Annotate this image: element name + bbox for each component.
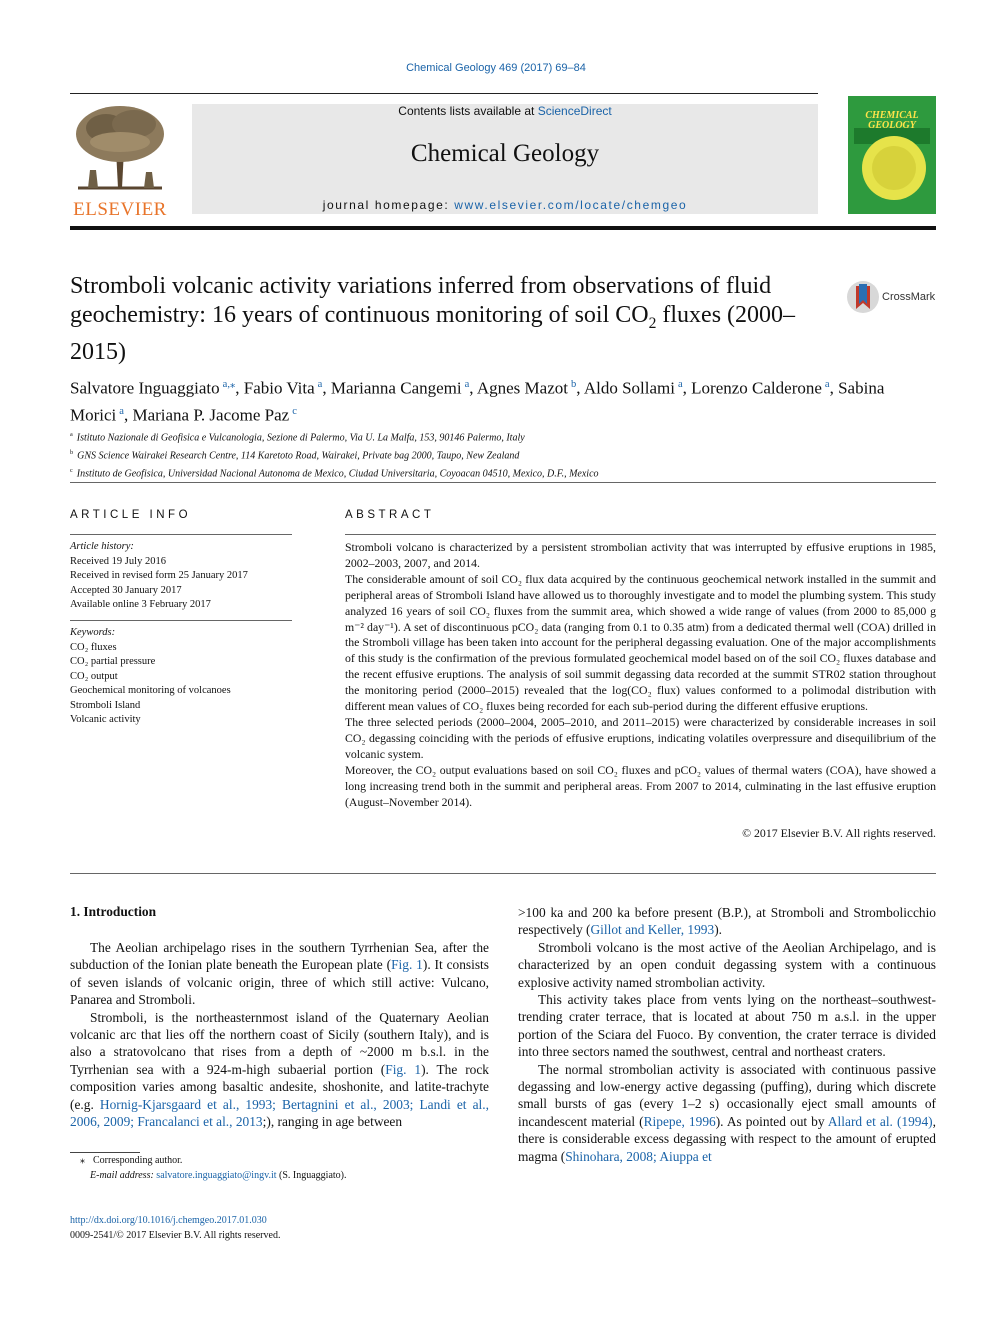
elsevier-tree-icon [68,100,172,192]
sciencedirect-link[interactable]: ScienceDirect [537,104,612,118]
footnote-mark: ⁎ [80,1155,85,1166]
header-thick-rule [70,226,936,230]
contents-prefix: Contents lists available at [398,104,538,118]
text: The normal strombolian activity is associated with continuous passive degassing and low-energy active degassing (puffing), during which discrete small bursts of gas (every 1–2 s) occasionally eject small amounts of incandescent material ( [518,1061,936,1129]
section-heading-introduction: 1. Introduction [70,904,157,919]
title-subscript: 2 [648,314,657,332]
affiliation-text: GNS Science Wairakei Research Centre, 114 Karetoto Road, Wairakei, Private bag 2000, Taupo, New Zealand [77,450,520,462]
affiliation-marker: c [70,466,73,474]
history-item: Accepted 30 January 2017 [70,584,182,596]
body-paragraph: This activity takes place from vents lying on the northeast–southwest-trending crater terrace, that is located at about 750 m a.s.l. in the upper portion of the Sciara del Fuoco. By convention, the crater terrace is divided into three sectors named the southwest, central and northeast craters. [518,992,936,1060]
affiliation-marker: b [70,448,74,456]
footnote-text: Corresponding author. [93,1155,183,1166]
keywords-rule [70,620,292,621]
header-divider [70,93,818,94]
abstract-paragraph: Stromboli volcano is characterized by a persistent strombolian activity that was interrupted by effusive eruptions in 1985, 2002–2003, 2007, and 2014. [345,540,936,570]
affiliation-item [70,464,930,482]
author-separator: , [682,378,692,398]
text: , there is considerable excess degassing with respect to the amount of erupted magma ( [518,1113,937,1164]
author-name[interactable]: Salvatore Inguaggiato [70,378,220,398]
title-part2: fluxes (2000–2015) [70,302,796,365]
author-separator: , [469,378,477,398]
abstract-body [345,540,936,810]
text: ;), ranging in age between [262,1114,403,1130]
journal-cover-thumbnail[interactable] [848,96,936,214]
text: ). As pointed out by [715,1113,828,1129]
reference-link[interactable]: Allard et al. (1994) [827,1113,933,1129]
author-affiliation-marker[interactable]: a [317,379,323,390]
figure-link[interactable]: Fig. 1 [391,957,423,973]
history-label: Article history: [70,541,134,552]
reference-link[interactable]: Hornig-Kjarsgaard et al., 1993; Bertagnini et al., 2003; Landi et al., 2006, 2009; Francalanci et al., 2013 [70,1096,489,1130]
journal-citation[interactable]: Chemical Geology 469 (2017) 69–84 [406,62,586,74]
cover-title-line1: CHEMICAL [865,110,919,121]
text: Stromboli, is the northeasternmost island of the Quaternary Aeolian volcanic arc that lies off the northern coast of Sicily (southern Italy), and is also a stratovolcano that rises from a depth of ~2000 m b.s.l. in the Tyrrhenian sea with a 924-m-high subaerial portion ( [70,1009,489,1077]
homepage-prefix: journal homepage: [322,198,455,212]
email-suffix: (S. Inguaggiato). [276,1169,347,1181]
text: >100 ka and 200 ka before present (B.P.), at Stromboli and Strombolicchio respectively ( [518,905,936,938]
author-name[interactable]: Agnes Mazot [476,378,568,398]
crossmark-label: CrossMark [882,291,936,303]
footnotes [70,1154,490,1183]
email-link[interactable]: salvatore.inguaggiato@ingv.it [156,1169,277,1181]
author-name[interactable]: Sabina Morici [70,378,885,425]
body-paragraph [70,939,489,1009]
affiliation-text: Istituto Nazionale di Geofisica e Vulcanologia, Sezione di Palermo, Via U. La Malfa, 153, 90146 Palermo, Italy [76,432,525,444]
publisher-name: ELSEVIER [73,199,167,220]
text: The Aeolian archipelago rises in the southern Tyrrhenian Sea, after the subduction of the Ionian plate beneath the European plate ( [70,940,489,973]
author-affiliation-marker[interactable]: a [119,405,124,417]
reference-link[interactable]: Gillot and Keller, 1993 [590,922,715,938]
body-column-right [518,904,936,1165]
article-info-heading: ARTICLE INFO [70,509,192,521]
author-separator: , [322,378,331,398]
figure-link[interactable]: Fig. 1 [385,1061,422,1077]
keyword-item: CO₂ output [70,670,118,682]
author-affiliation-marker[interactable]: a [464,379,470,390]
author-affiliation-marker[interactable]: a,⁎ [222,379,236,390]
abstract-rule [345,534,936,535]
affiliations [70,428,930,481]
abstract-copyright: © 2017 Elsevier B.V. All rights reserved. [742,826,936,840]
text: ). It consists of seven islands of volcanic origin, three of which still active: Vulcano, Panarea and Stromboli. [70,957,489,1008]
cover-title-line2: GEOLOGY [868,120,916,131]
text: ). The rock composition varies among basaltic andesite, shoshonite, and latite-trachyte (e.g. [70,1061,489,1112]
body-paragraph [70,1009,489,1131]
article-history [70,540,292,613]
author-affiliation-marker[interactable]: b [570,379,577,390]
body-divider [70,873,936,874]
abstract-paragraph: Moreover, the CO₂ output evaluations based on soil CO₂ fluxes and pCO₂ values of thermal waters (COA), have showed a long increasing trend both in the summit and peripheral areas. From 2007 to 2014, culminating in the last effusive eruption (August–November 2014). [345,762,936,809]
author-name[interactable]: Marianna Cangemi [330,378,462,398]
author-affiliation-marker[interactable]: a [677,379,683,390]
body-paragraph [518,1061,936,1165]
author-separator: , [576,378,584,398]
keyword-item: Stromboli Island [70,699,141,711]
keywords [70,626,292,728]
body-paragraph [518,904,936,939]
abstract-paragraph: The considerable amount of soil CO₂ flux data acquired by the continuous geochemical network installed in the summit and peripheral areas of Stromboli Island have allowed us to thoroughly investigate and to model the plumbing system. This study analyzed 16 years of soil CO₂ fluxes from the summit area, which showed a wide range of values (from 2000 to 85,000 g m⁻² day⁻¹). A set of discontinuous pCO₂ data (ranging from 0.1 to 0.35 atm) from a dedicated thermal well (COA) drilled in the Stromboli village has been taken into account for the peripheral degassing evaluation. One of the major accomplishments of this study is the confirmation of the previous formulated geochemical model based on of the soil CO₂ fluxes database and the recent effusive eruptions. The analysis of soil summit degassing data recorded at the summit STR02 station throughout the monitoring period (2000–2015) revealed that the log(CO₂ flux) values conformed to a polimodal distribution with different mean values of CO₂ fluxes being recorded for each sub-period during the different effusive eruptions. [345,571,936,714]
history-item: Available online 3 February 2017 [70,599,211,610]
author-separator: , [829,378,839,398]
author-name[interactable]: Lorenzo Calderone [691,378,822,398]
article-title [70,272,810,367]
keyword-item: Volcanic activity [70,714,141,725]
author-separator: , [123,405,133,425]
affiliation-item [70,428,930,446]
journal-title: Chemical Geology [410,140,600,167]
doi-block [70,1214,280,1243]
history-item: Received in revised form 25 January 2017 [70,570,248,581]
author-list [70,373,940,426]
title-part1: Stromboli volcanic activity variations inferred from observations of fluid geochemistry: 16 years of continuous monitoring of soil CO [70,273,772,328]
keyword-item: Geochemical monitoring of volcanoes [70,685,231,696]
reference-link[interactable]: Ripepe, 1996 [643,1113,716,1129]
corresponding-author-note [70,1154,490,1169]
contents-line [192,104,818,118]
author-name[interactable]: Aldo Sollami [583,378,675,398]
author-name[interactable]: Fabio Vita [243,378,315,398]
homepage-link[interactable]: www.elsevier.com/locate/chemgeo [454,198,688,212]
keyword-item: CO₂ fluxes [70,641,117,653]
reference-link[interactable]: Shinohara, 2008; Aiuppa et [565,1148,712,1164]
crossmark-icon [846,278,880,316]
keyword-item: CO₂ partial pressure [70,656,156,667]
footnote-rule [70,1152,140,1153]
crossmark-badge[interactable] [846,278,935,316]
body-column-left [70,939,489,1130]
journal-homepage-line [192,198,818,212]
author-separator: , [235,378,244,398]
body-paragraph: Stromboli volcano is the most active of the Aeolian Archipelago, and is characterized by an open conduit degassing system with a continuous explosive activity named strombolian activity. [518,939,936,990]
author-affiliation-marker[interactable]: c [292,405,297,417]
elsevier-logo [68,100,172,220]
affiliation-item [70,446,930,464]
issn-copyright: 0009-2541/© 2017 Elsevier B.V. All rights reserved. [70,1229,281,1241]
history-item: Received 19 July 2016 [70,555,166,567]
keywords-label: Keywords: [70,627,116,638]
text: ). [714,922,722,938]
abstract-paragraph: The three selected periods (2000–2004, 2005–2010, and 2011–2015) were characterized by considerable increases in soil CO₂ degassing coinciding with the periods of effusive eruptions, indicating volatiles overpressure and disequilibrium of the volcanic system. [345,714,936,761]
affiliation-text: Instituto de Geofisica, Universidad Nacional Autonoma de Mexico, Ciudad Universitaria, Coyoacan 04510, Mexico, D.F., Mexico [76,467,599,479]
section-divider [70,482,936,483]
doi-link[interactable]: http://dx.doi.org/10.1016/j.chemgeo.2017.01.030 [70,1215,267,1226]
article-info-rule [70,534,292,535]
abstract-heading: ABSTRACT [345,509,435,521]
email-note [70,1169,490,1184]
author-name[interactable]: Mariana P. Jacome Paz [132,405,290,425]
author-affiliation-marker[interactable]: a [824,379,830,390]
affiliation-marker: a [70,431,73,438]
email-label: E-mail address: [90,1169,157,1181]
